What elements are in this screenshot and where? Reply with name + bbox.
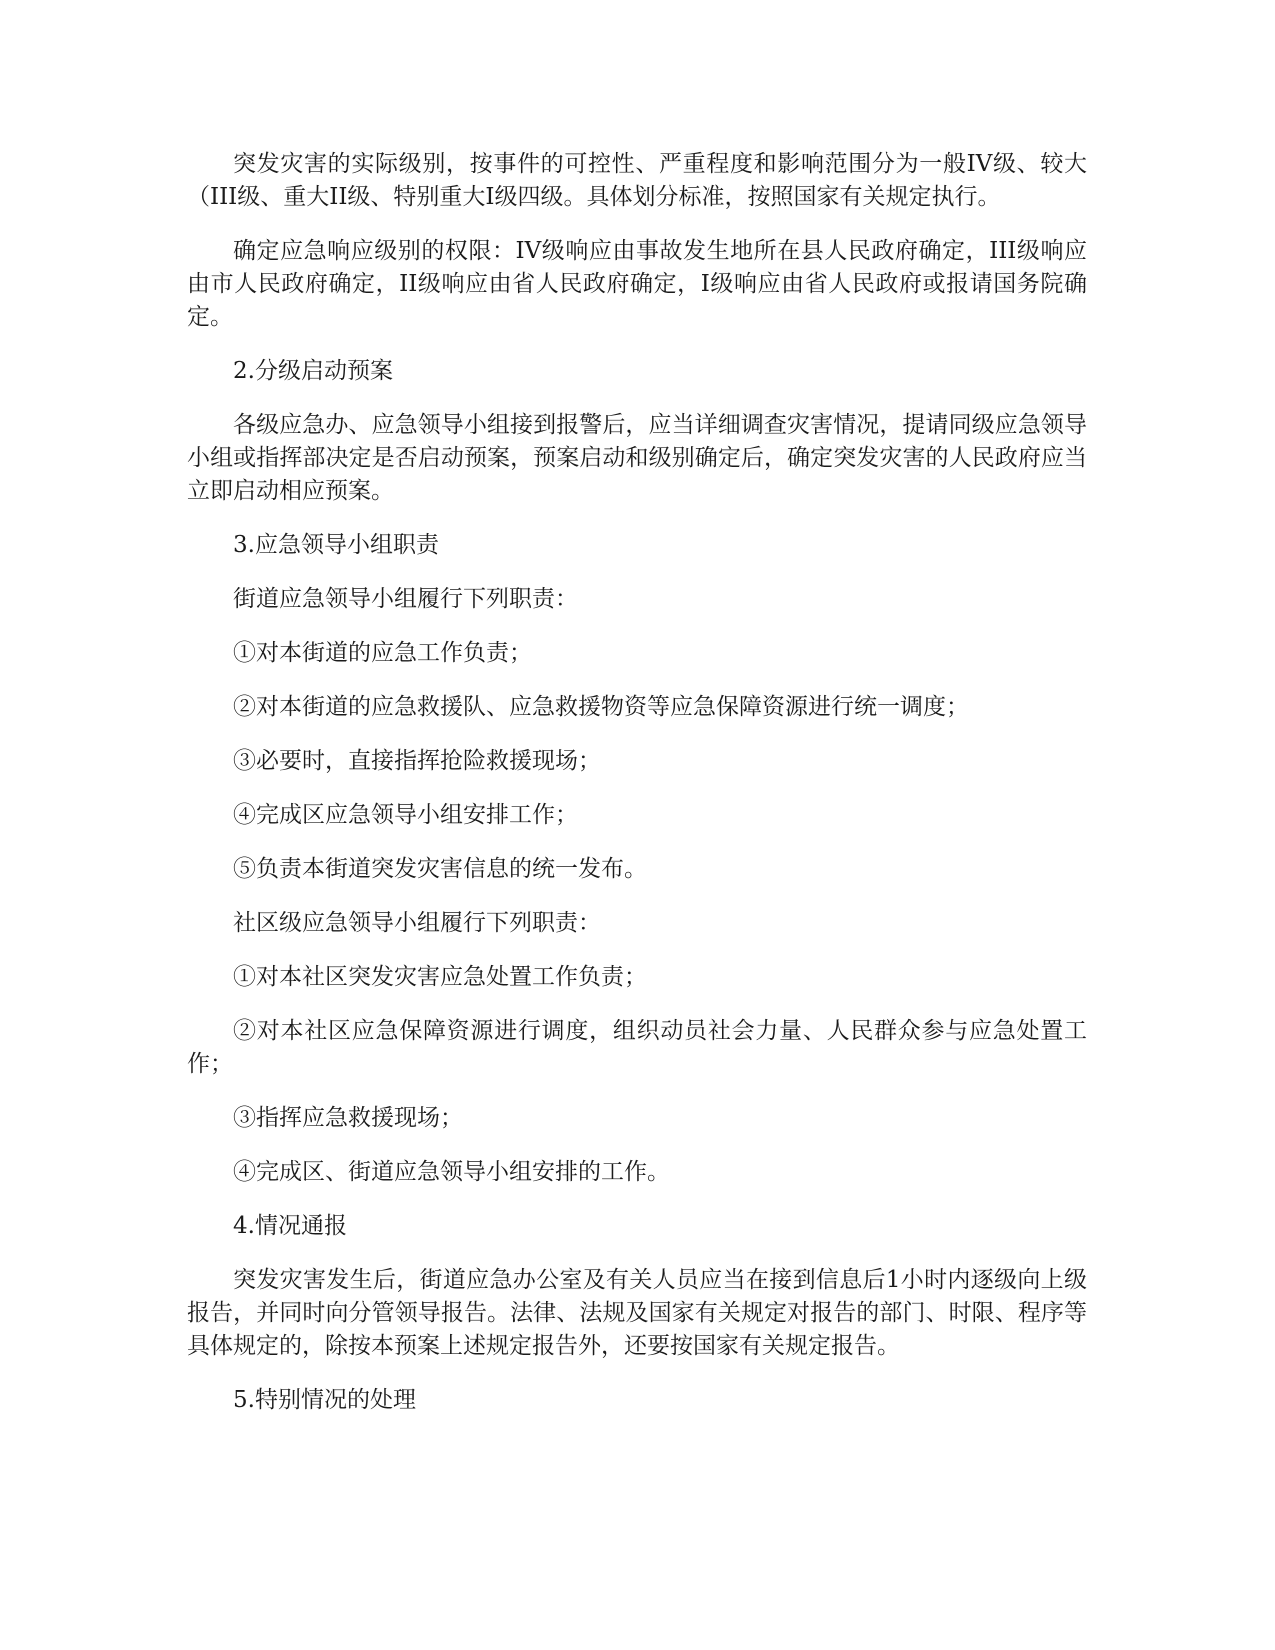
paragraph-response-authority: 确定应急响应级别的权限：IV级响应由事故发生地所在县人民政府确定，III级响应由市人民政府确定，II级响应由省人民政府确定，I级响应由省人民政府或报请国务院确定。 [187,238,1087,330]
heading-special-cases: 5.特别情况的处理 [233,1387,416,1413]
list-item-street-duty-4: ④完成区应急领导小组安排工作； [233,802,578,828]
paragraph-plan-activation: 各级应急办、应急领导小组接到报警后，应当详细调查灾害情况，提请同级应急领导小组或指挥部决定是否启动预案，预案启动和级别确定后，确定突发灾害的人民政府应当立即启动相应预案。 [187,412,1087,504]
heading-situation-report: 4.情况通报 [233,1213,347,1239]
list-item-community-duty-1: ①对本社区突发灾害应急处置工作负责； [233,964,647,990]
list-item-street-duty-3: ③必要时，直接指挥抢险救援现场； [233,748,601,774]
list-item-street-duty-5: ⑤负责本街道突发灾害信息的统一发布。 [233,856,647,882]
paragraph-situation-report: 突发灾害发生后，街道应急办公室及有关人员应当在接到信息后1小时内逐级向上级报告，并同时向分管领导报告。法律、法规及国家有关规定对报告的部门、时限、程序等具体规定的，除按本预案上述规定报告外，还要按国家有关规定报告。 [187,1267,1087,1359]
list-item-street-duty-2: ②对本街道的应急救援队、应急救援物资等应急保障资源进行统一调度； [233,694,969,720]
document-body [187,148,1087,1438]
paragraph-street-duties-intro: 街道应急领导小组履行下列职责： [233,586,578,612]
list-item-street-duty-1: ①对本街道的应急工作负责； [233,640,532,666]
heading-graded-plan-activation: 2.分级启动预案 [233,358,393,384]
paragraph-community-duties-intro: 社区级应急领导小组履行下列职责： [233,910,601,936]
list-item-community-duty-2: ②对本社区应急保障资源进行调度，组织动员社会力量、人民群众参与应急处置工作； [187,1018,1087,1077]
paragraph-disaster-levels: 突发灾害的实际级别，按事件的可控性、严重程度和影响范围分为一般IV级、较大（III级、重大II级、特别重大I级四级。具体划分标准，按照国家有关规定执行。 [187,151,1087,210]
heading-leadership-duties: 3.应急领导小组职责 [233,532,439,558]
list-item-community-duty-4: ④完成区、街道应急领导小组安排的工作。 [233,1159,670,1185]
list-item-community-duty-3: ③指挥应急救援现场； [233,1105,463,1131]
